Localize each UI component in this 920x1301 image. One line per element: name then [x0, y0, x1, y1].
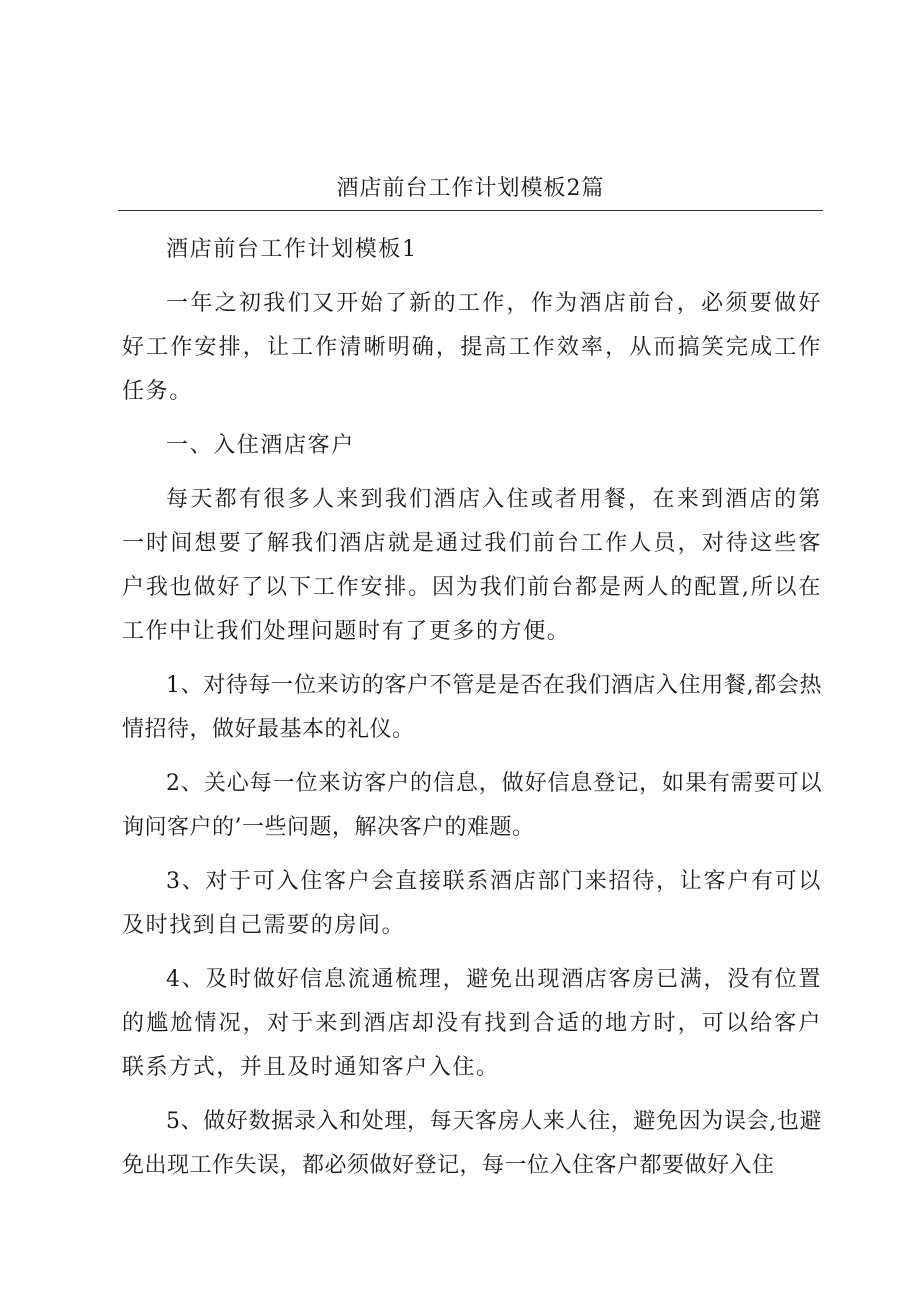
heading-check-in-guests: 一、入住酒店客户	[166, 433, 355, 458]
document-title: 酒店前台工作计划模板2篇	[336, 176, 605, 201]
list-item: 4、及时做好信息流通梳理，避免出现酒店客房已满，没有位置的尴尬情况，对于来到酒店却没有找到合适的地方时，可以给客户联系方式，并且及时通知客户入住。	[122, 967, 822, 1080]
list-item: 5、做好数据录入和处理，每天客房人来人往，避免因为误会,也避免出现工作失误，都必须做好登记，每一位入住客户都要做好入住	[122, 1109, 822, 1178]
section-title: 酒店前台工作计划模板1	[166, 237, 418, 262]
paragraph-guest-overview: 每天都有很多人来到我们酒店入住或者用餐，在来到酒店的第一时间想要了解我们酒店就是通过我们前台工作人员，对待这些客户我也做好了以下工作安排。因为我们前台都是两人的配置,所以在工作中让我们处理问题时有了更多的方便。	[122, 487, 822, 644]
document-body	[122, 228, 822, 1198]
list-item: 3、对于可入住客户会直接联系酒店部门来招待，让客户有可以及时找到自己需要的房间。	[122, 869, 822, 938]
list-item: 2、关心每一位来访客户的信息，做好信息登记，如果有需要可以询问客户的’一些问题，解决客户的难题。	[122, 771, 822, 840]
intro-paragraph: 一年之初我们又开始了新的工作，作为酒店前台，必须要做好好工作安排，让工作清晰明确，提高工作效率，从而搞笑完成工作任务。	[122, 291, 822, 404]
list-item: 1、对待每一位来访的客户不管是是否在我们酒店入住用餐,都会热情招待，做好最基本的礼仪。	[122, 673, 822, 742]
document-header	[118, 172, 823, 211]
